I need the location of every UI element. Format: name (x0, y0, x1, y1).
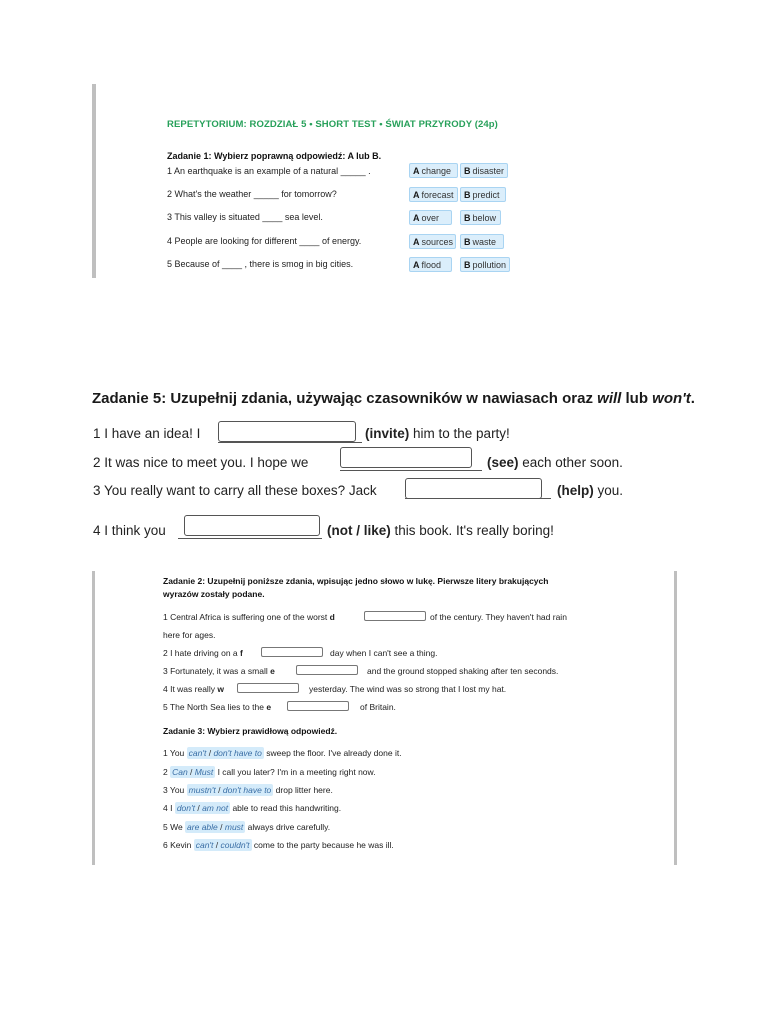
panel-left-border (92, 84, 96, 278)
exercise-2-item-5-end: of Britain. (360, 702, 396, 712)
exercise-3-item-6-choice[interactable]: can't / couldn't (195, 840, 250, 850)
exercise-5-heading: Zadanie 5: Uzupełnij zdania, używając czasowników w nawiasach oraz will lub won't. (92, 390, 695, 407)
exercise-1-panel (92, 84, 522, 278)
answer-input-2-1[interactable] (364, 611, 426, 621)
exercise-3-item-6: 6 Kevin can't / couldn't come to the party because he was ill. (163, 840, 394, 850)
exercise-5-line-1: 1 I have an idea! I (93, 426, 201, 441)
panel-right-border (674, 571, 677, 865)
exercise-3-item-4: 4 I don't / am not able to read this handwriting. (163, 803, 342, 813)
option-1-3-b[interactable]: B below (460, 210, 501, 225)
exercise-2-item-1-cont: here for ages. (163, 630, 216, 640)
question-1-2: 2 What's the weather _____ for tomorrow? (167, 189, 337, 199)
option-1-4-a[interactable]: A sources (409, 234, 456, 249)
exercise-2-item-5: 5 The North Sea lies to the e (163, 702, 272, 712)
answer-underline-5-2 (340, 470, 482, 471)
exercise-5-panel (0, 380, 768, 550)
answer-input-5-1[interactable] (218, 421, 356, 442)
exercise-5-line-2-end: (see) each other soon. (487, 455, 623, 470)
answer-input-2-2[interactable] (261, 647, 323, 657)
exercise-2-item-1-end: of the century. They haven't had rain (430, 612, 567, 622)
question-1-4: 4 People are looking for different ____ of energy. (167, 236, 362, 246)
answer-underline-5-4 (178, 538, 322, 539)
exercise-2-3-panel (92, 571, 677, 865)
option-1-2-a[interactable]: A forecast (409, 187, 458, 202)
exercise-5-line-4: 4 I think you (93, 523, 166, 538)
answer-input-5-2[interactable] (340, 447, 472, 468)
option-1-2-b[interactable]: B predict (460, 187, 506, 202)
answer-underline-5-1 (218, 442, 362, 443)
exercise-2-item-3-end: and the ground stopped shaking after ten seconds. (367, 666, 559, 676)
option-1-4-b[interactable]: B waste (460, 234, 504, 249)
answer-input-5-4[interactable] (184, 515, 320, 536)
exercise-3-item-3: 3 You mustn't / don't have to drop litter here. (163, 785, 333, 795)
exercise-2-item-1: 1 Central Africa is suffering one of the worst d (163, 612, 335, 622)
option-1-5-a[interactable]: A flood (409, 257, 452, 272)
exercise-3-heading: Zadanie 3: Wybierz prawidłową odpowiedź. (163, 726, 338, 736)
exercise-2-item-2: 2 I hate driving on a f (163, 648, 243, 658)
question-1-3: 3 This valley is situated ____ sea level. (167, 212, 323, 222)
exercise-1-heading: Zadanie 1: Wybierz poprawną odpowiedź: A lub B. (167, 151, 382, 161)
option-1-3-a[interactable]: A over (409, 210, 452, 225)
exercise-3-item-1-choice[interactable]: can't / don't have to (188, 748, 262, 758)
exercise-3-item-4-choice[interactable]: don't / am not (176, 803, 229, 813)
exercise-2-item-4-end: yesterday. The wind was so strong that I lost my hat. (309, 684, 507, 694)
answer-underline-5-3 (405, 498, 551, 499)
exercise-3-item-2-choice[interactable]: Can / Must (172, 767, 214, 777)
exercise-5-line-4-end: (not / like) this book. It's really boring! (327, 523, 554, 538)
exercise-3-item-1: 1 You can't / don't have to sweep the floor. I've already done it. (163, 748, 402, 758)
worksheet-title: REPETYTORIUM: ROZDZIAŁ 5 • SHORT TEST • ŚWIAT PRZYRODY (24p) (167, 119, 498, 130)
option-1-1-a[interactable]: A change (409, 163, 458, 178)
exercise-3-item-2: 2 Can / Must I call you later? I'm in a meeting right now. (163, 767, 376, 777)
exercise-2-heading-line-1: Zadanie 2: Uzupełnij poniższe zdania, wpisując jedno słowo w lukę. Pierwsze litery brakujących (163, 576, 549, 586)
question-1-1: 1 An earthquake is an example of a natural _____ . (167, 166, 371, 176)
answer-input-5-3[interactable] (405, 478, 542, 499)
option-1-1-b[interactable]: B disaster (460, 163, 508, 178)
answer-input-2-4[interactable] (237, 683, 299, 693)
exercise-2-item-2-end: day when I can't see a thing. (330, 648, 438, 658)
exercise-2-item-4: 4 It was really w (163, 684, 224, 694)
exercise-2-heading-line-2: wyrazów zostały podane. (163, 589, 265, 599)
option-1-5-b[interactable]: B pollution (460, 257, 510, 272)
exercise-3-item-5: 5 We are able / must always drive carefully. (163, 822, 331, 832)
answer-input-2-5[interactable] (287, 701, 349, 711)
exercise-3-item-3-choice[interactable]: mustn't / don't have to (188, 785, 272, 795)
panel-left-border (92, 571, 95, 865)
exercise-5-line-1-end: (invite) him to the party! (365, 426, 510, 441)
exercise-5-line-3: 3 You really want to carry all these boxes? Jack (93, 483, 377, 498)
exercise-5-line-2: 2 It was nice to meet you. I hope we (93, 455, 309, 470)
question-1-5: 5 Because of ____ , there is smog in big cities. (167, 259, 354, 269)
exercise-2-item-3: 3 Fortunately, it was a small e (163, 666, 275, 676)
exercise-3-item-5-choice[interactable]: are able / must (187, 822, 244, 832)
exercise-5-line-3-end: (help) you. (557, 483, 624, 498)
answer-input-2-3[interactable] (296, 665, 358, 675)
